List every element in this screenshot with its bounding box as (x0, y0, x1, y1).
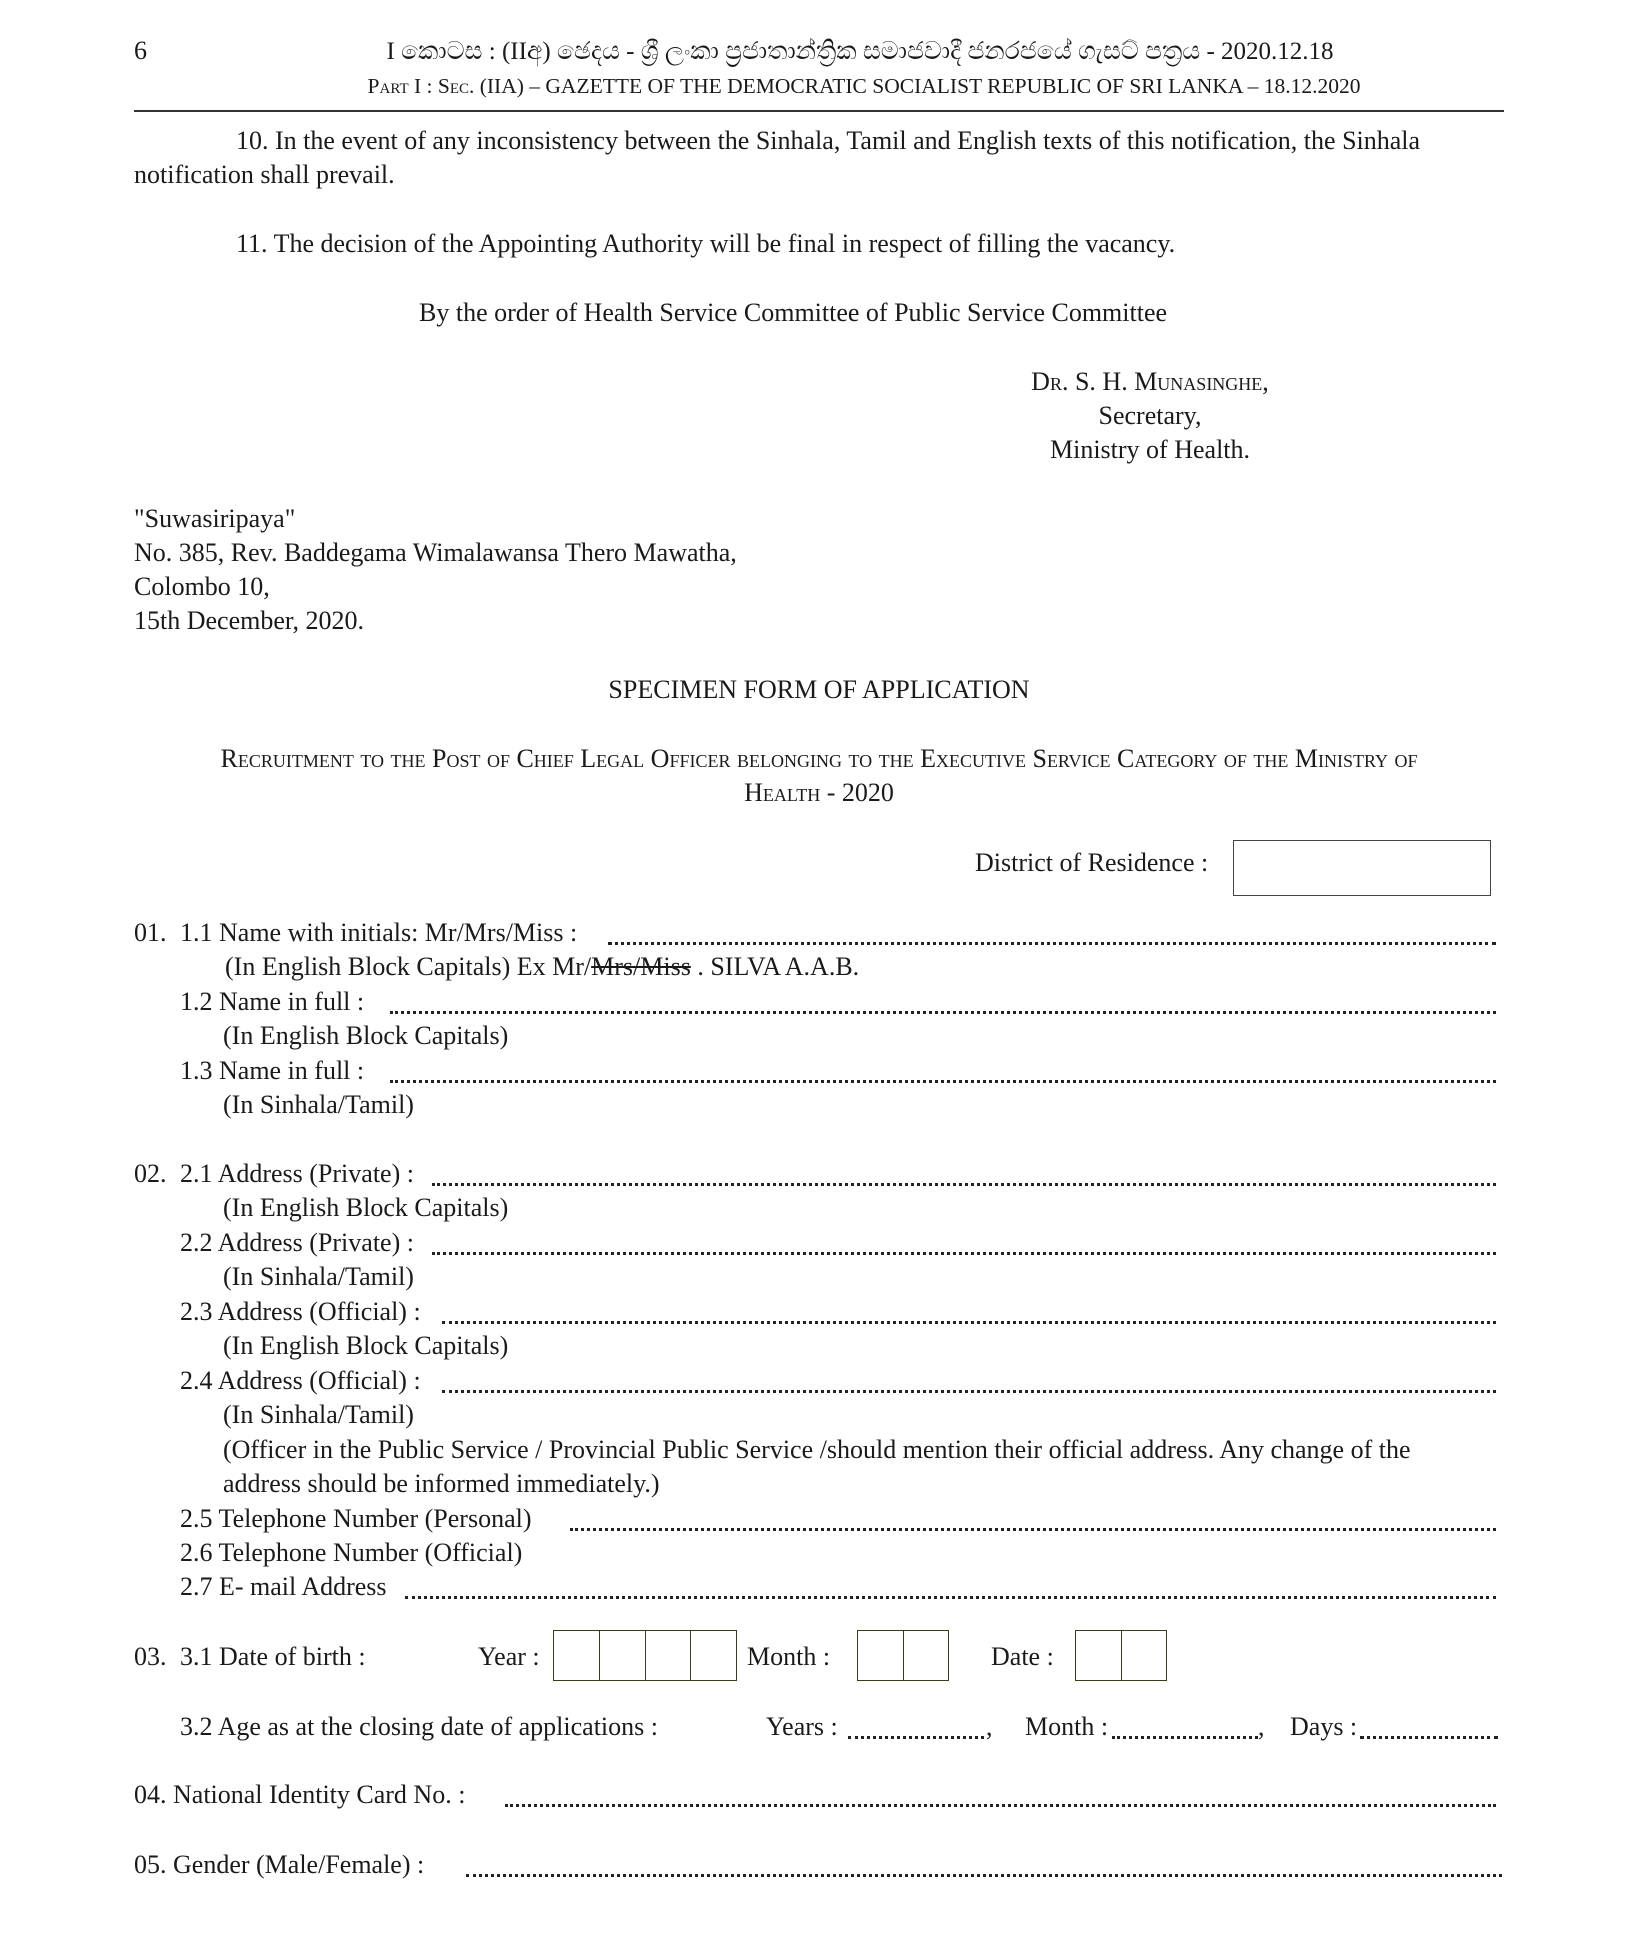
paragraph-10-line2: notification shall prevail. (134, 160, 395, 189)
section-01-number: 01. (134, 918, 167, 947)
nic-label: 04. National Identity Card No. : (134, 1780, 466, 1809)
address-official-english-label: 2.3 Address (Official) : (180, 1297, 421, 1326)
paragraph-10-line1: 10. In the event of any inconsistency between the Sinhala, Tamil and English texts of this notification, the Sinhala (236, 126, 1421, 155)
name-initials-label: 1.1 Name with initials: Mr/Mrs/Miss : (180, 918, 578, 947)
address-date: 15th December, 2020. (134, 606, 365, 635)
signatory-ministry: Ministry of Health. (1049, 435, 1251, 464)
name-full-english-label: 1.2 Name in full : (180, 987, 365, 1016)
age-years-separator: , (986, 1712, 993, 1741)
header-rule (134, 110, 1504, 112)
signatory-title: Secretary, (1098, 401, 1202, 430)
dob-month-boxes[interactable] (857, 1630, 949, 1681)
form-subtitle-line2: Health - 2020 (744, 778, 894, 807)
name-full-sinhala-note: (In Sinhala/Tamil) (223, 1090, 414, 1119)
paragraph-11: 11. The decision of the Appointing Authority will be final in respect of filling the vacancy. (236, 229, 1176, 258)
address-official-english-note: (In English Block Capitals) (223, 1331, 509, 1360)
age-years-label: Years : (766, 1712, 838, 1741)
nic-field[interactable] (505, 1804, 1496, 1807)
header-sinhala: I කොටස : (IIඅ) ඡෙදය - ශ්‍රී ලංකා ප්‍රජාතාන්ත්‍රික සමාජවාදී ජනරජයේ ගැසට් පත්‍රය - 2020.12.18 (386, 38, 1334, 65)
address-line1: "Suwasiripaya" (134, 504, 296, 533)
email-label: 2.7 E- mail Address (180, 1572, 387, 1601)
order-line: By the order of Health Service Committee of Public Service Committee (419, 298, 1168, 327)
section-02-number: 02. (134, 1159, 167, 1188)
dob-date-boxes[interactable] (1075, 1630, 1167, 1681)
age-month-label: Month : (1025, 1712, 1109, 1741)
name-initials-field[interactable] (608, 942, 1496, 945)
form-subtitle-line1: Recruitment to the Post of Chief Legal Officer belonging to the Executive Service Category of the Ministry of (220, 744, 1418, 773)
address-line3: Colombo 10, (134, 572, 270, 601)
address-official-sinhala-note: (In Sinhala/Tamil) (223, 1400, 414, 1429)
age-days-field[interactable] (1360, 1736, 1498, 1739)
name-full-sinhala-field[interactable] (390, 1080, 1496, 1083)
header-english: Part I : Sec. (IIA) – GAZETTE OF THE DEMOCRATIC SOCIALIST REPUBLIC OF SRI LANKA – 18.12.2020 (367, 74, 1361, 98)
gender-label: 05. Gender (Male/Female) : (134, 1850, 425, 1879)
address-private-english-label: 2.1 Address (Private) : (180, 1159, 414, 1188)
officer-note-line1: (Officer in the Public Service / Provincial Public Service /should mention their official address. Any change of the (223, 1435, 1411, 1464)
age-month-field[interactable] (1112, 1736, 1258, 1739)
district-input-box[interactable] (1233, 840, 1491, 896)
district-label: District of Residence : (975, 848, 1209, 877)
section-03-number: 03. (134, 1642, 167, 1671)
name-full-english-note: (In English Block Capitals) (223, 1021, 509, 1050)
address-private-sinhala-field[interactable] (432, 1252, 1496, 1255)
age-days-label: Days : (1290, 1712, 1358, 1741)
age-month-separator: , (1258, 1712, 1265, 1741)
age-closing-label: 3.2 Age as at the closing date of applications : (180, 1712, 658, 1741)
address-official-english-field[interactable] (442, 1321, 1496, 1324)
name-initials-example: (In English Block Capitals) Ex Mr/Mrs/Miss . SILVA A.A.B. (225, 952, 860, 981)
officer-note-line2: address should be informed immediately.) (223, 1469, 660, 1498)
age-years-field[interactable] (848, 1736, 984, 1739)
form-title: SPECIMEN FORM OF APPLICATION (608, 675, 1030, 704)
name-full-sinhala-label: 1.3 Name in full : (180, 1056, 365, 1085)
address-official-sinhala-field[interactable] (442, 1390, 1496, 1393)
address-official-sinhala-label: 2.4 Address (Official) : (180, 1366, 421, 1395)
gender-field[interactable] (466, 1874, 1502, 1877)
date-of-birth-label: 3.1 Date of birth : (180, 1642, 366, 1671)
page-number: 6 (134, 36, 147, 65)
signatory-name: Dr. S. H. Munasinghe, (1031, 367, 1269, 396)
telephone-personal-field[interactable] (570, 1528, 1496, 1531)
dob-year-boxes[interactable] (553, 1630, 737, 1681)
address-private-sinhala-label: 2.2 Address (Private) : (180, 1228, 414, 1257)
dob-year-label: Year : (478, 1642, 540, 1671)
address-private-english-field[interactable] (432, 1183, 1496, 1186)
address-private-sinhala-note: (In Sinhala/Tamil) (223, 1262, 414, 1291)
name-full-english-field[interactable] (390, 1011, 1496, 1014)
address-line2: No. 385, Rev. Baddegama Wimalawansa Thero Mawatha, (134, 538, 737, 567)
dob-date-label: Date : (991, 1642, 1054, 1671)
address-private-english-note: (In English Block Capitals) (223, 1193, 509, 1222)
dob-month-label: Month : (747, 1642, 831, 1671)
email-field[interactable] (405, 1596, 1496, 1599)
telephone-official-label: 2.6 Telephone Number (Official) (180, 1538, 523, 1567)
telephone-personal-label: 2.5 Telephone Number (Personal) (180, 1504, 532, 1533)
